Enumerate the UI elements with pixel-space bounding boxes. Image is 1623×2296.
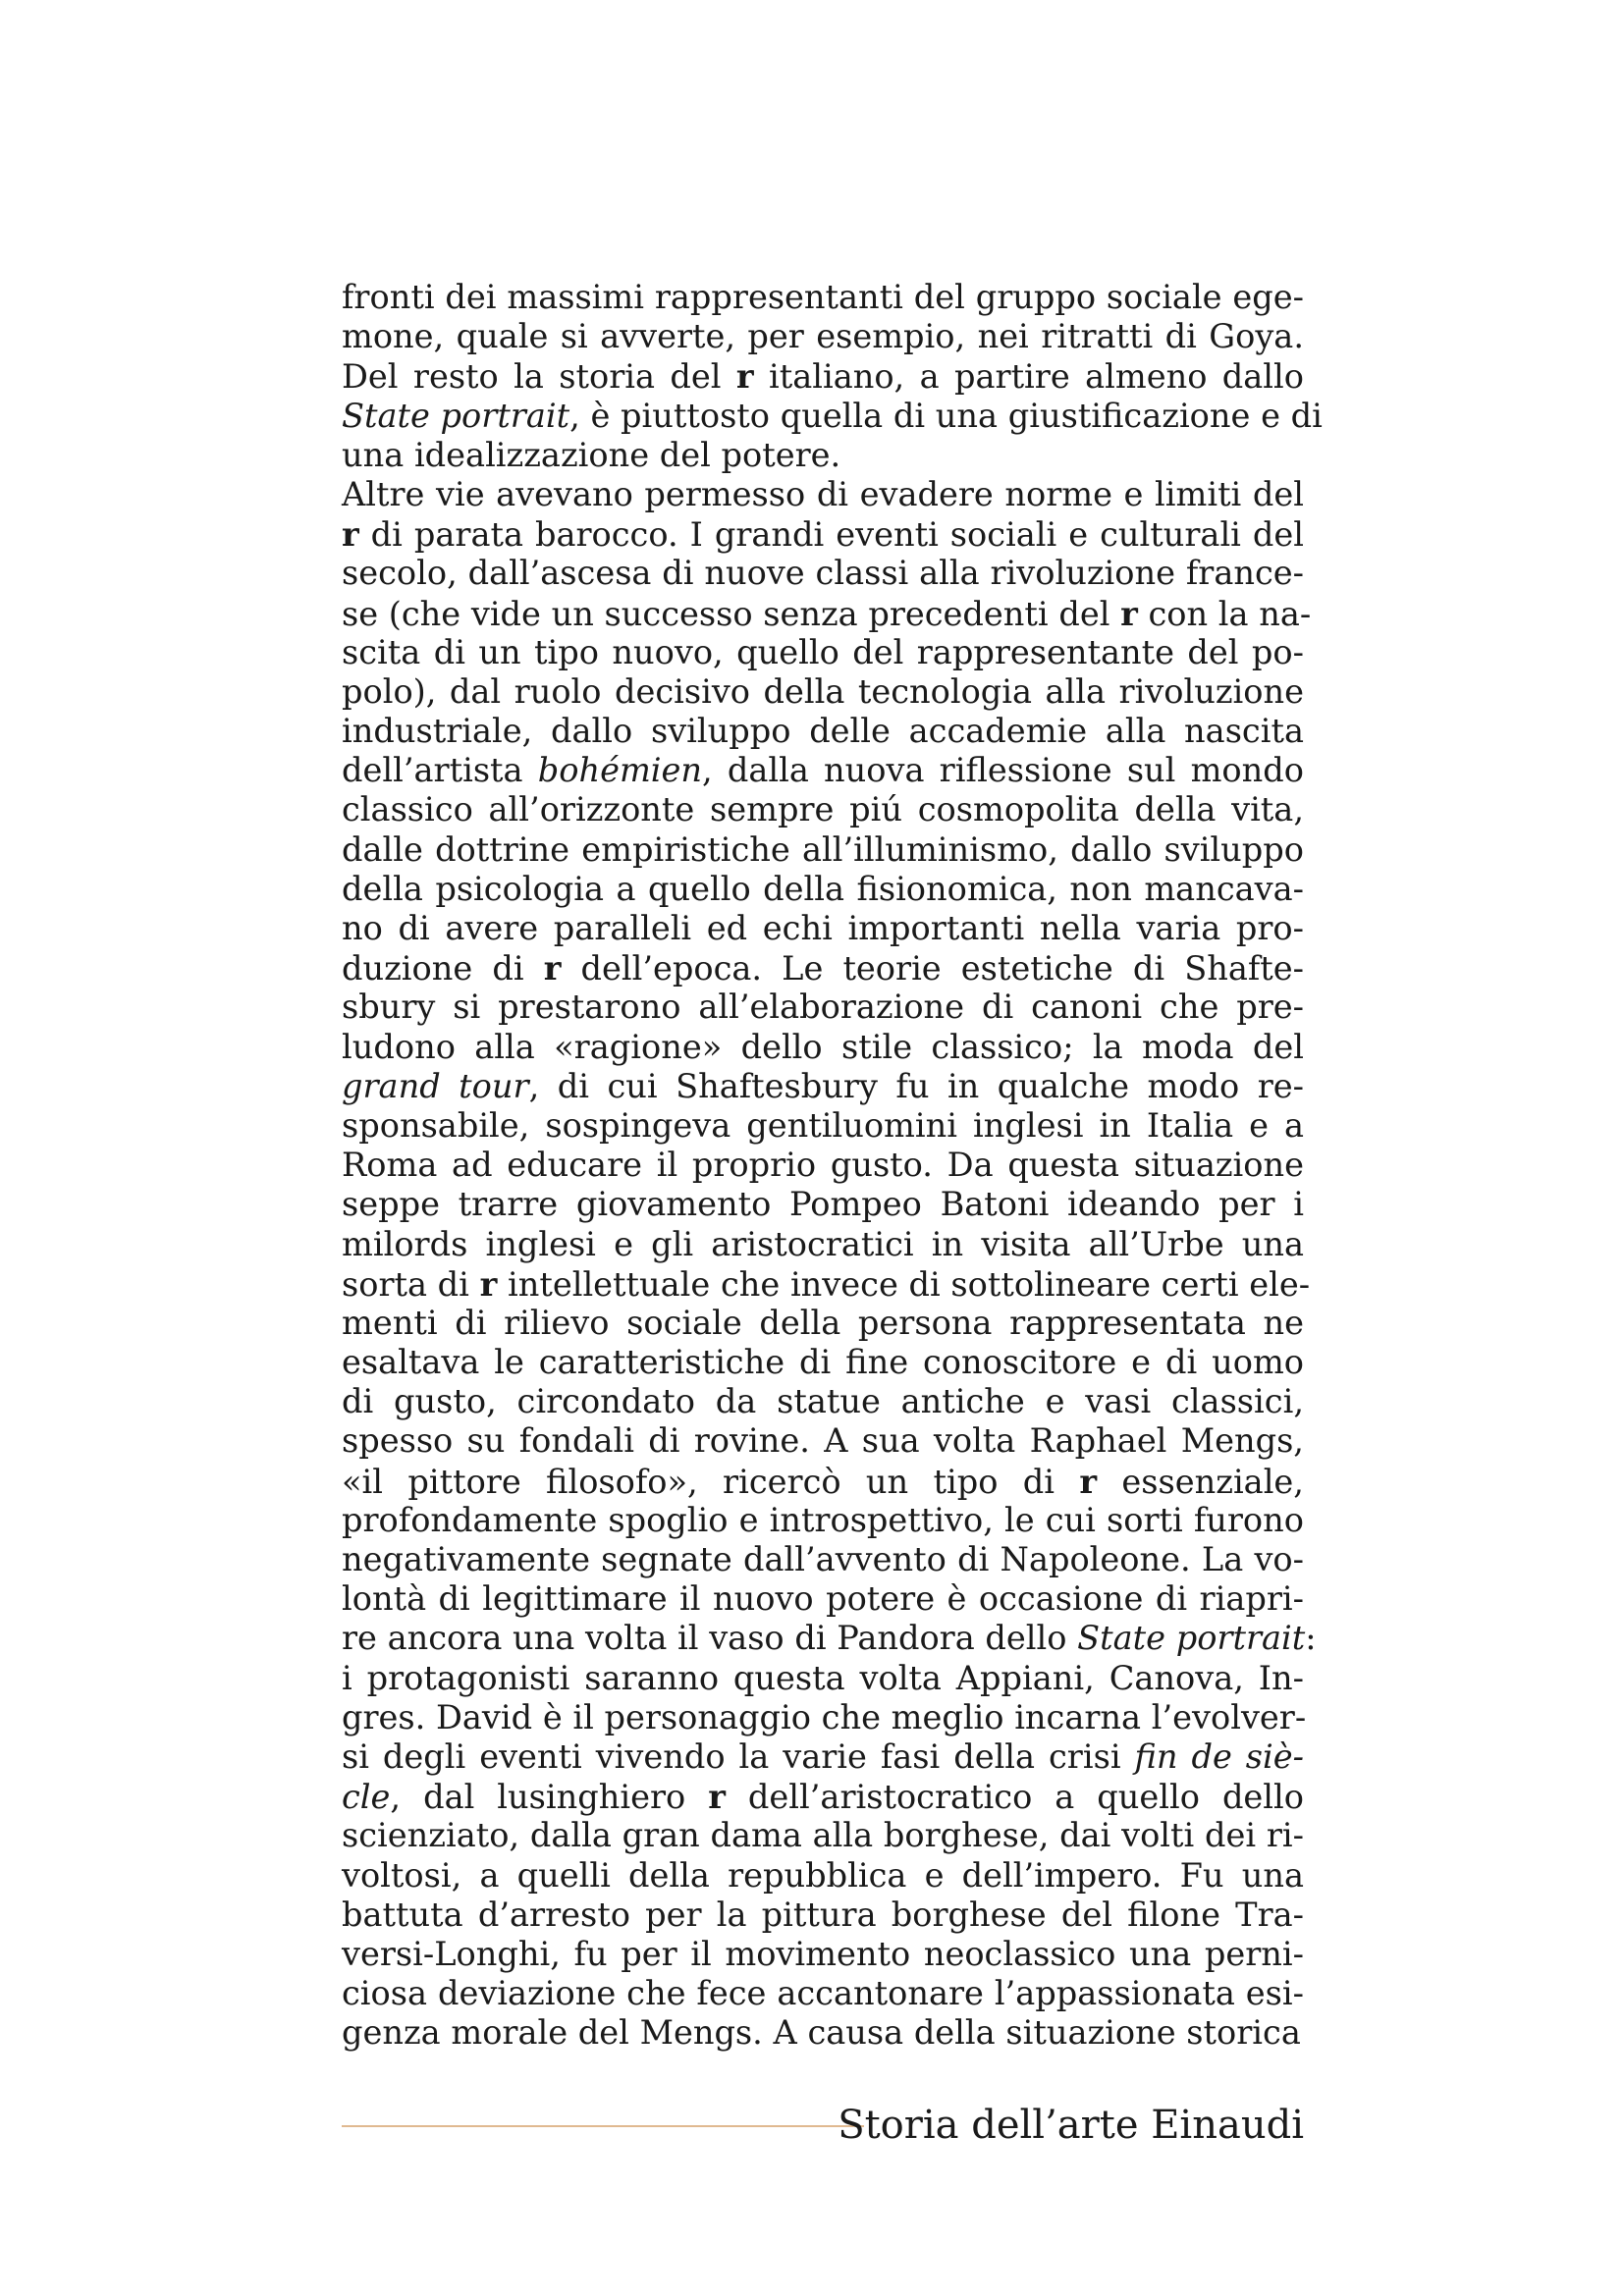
text-line [342, 1146, 1304, 1185]
text-line [342, 1579, 1304, 1619]
italic-term: bohémien [537, 751, 703, 790]
text-line [342, 672, 1304, 712]
text-line [342, 1501, 1304, 1540]
text-line [342, 1343, 1304, 1382]
text-segment: secolo, dall’ascesa di nuove classi alla rivoluzione france- [342, 554, 1304, 593]
text-line [342, 1185, 1304, 1224]
text-line [342, 751, 1304, 790]
text-segment: italiano, a partire almeno dallo [753, 357, 1304, 397]
text-segment: dell’epoca. Le teorie estetiche di Shafte- [561, 949, 1304, 988]
text-segment: fronti dei massimi rappresentanti del gruppo sociale ege- [342, 278, 1304, 316]
text-segment: no di avere paralleli ed echi importanti nella varia pro- [342, 909, 1304, 947]
text-line [342, 1462, 1304, 1501]
text-segment: «il pittore filosofo», ricercò un tipo di [342, 1462, 1080, 1501]
text-segment: menti di rilievo sociale della persona rappresentata ne [342, 1303, 1304, 1342]
page-footer [342, 2096, 1304, 2155]
italic-term: grand tour [342, 1066, 529, 1105]
italic-term: State portrait [1077, 1619, 1306, 1658]
text-line [342, 948, 1304, 988]
text-line [342, 1304, 1304, 1343]
text-line [342, 1697, 1307, 1737]
text-segment: voltosi, a quelli della repubblica e dell’impero. Fu una [342, 1855, 1304, 1895]
text-segment: dalle dottrine empiristiche all’illuminismo, dallo sviluppo [342, 829, 1304, 869]
text-segment: genza morale del Mengs. A causa della situazione storica [342, 2013, 1301, 2053]
text-segment: Roma ad educare il proprio gusto. Da questa situazione [342, 1146, 1304, 1185]
text-line [342, 554, 1304, 593]
text-line [342, 475, 1304, 514]
text-line [342, 1619, 1317, 1658]
text-line [342, 356, 1304, 396]
footer-divider [342, 2125, 864, 2127]
text-line [342, 396, 1323, 436]
text-segment: lontà di legittimare il nuovo potere è occasione di riapri- [342, 1579, 1304, 1619]
text-segment: , dal lusinghiero [390, 1778, 709, 1817]
text-segment: scita di un tipo nuovo, quello del rappresentante del po- [342, 632, 1304, 671]
text-segment: , dalla nuova riflessione sul mondo [702, 751, 1304, 790]
text-line [342, 514, 1304, 554]
text-line [342, 1067, 1304, 1106]
text-segment: intellettuale che invece di sottolineare certi ele- [497, 1264, 1311, 1304]
text-segment: profondamente spoglio e introspettivo, le cui sorti furono [342, 1500, 1304, 1539]
text-line [342, 909, 1304, 948]
text-segment: esaltava le caratteristiche di fine conoscitore e di uomo [342, 1343, 1304, 1382]
text-line [342, 1935, 1304, 1974]
text-segment: di parata barocco. I grandi eventi sociali e culturali del [358, 515, 1304, 555]
text-line [342, 278, 1304, 317]
text-line [342, 1028, 1304, 1067]
text-segment: sponsabile, sospingeva gentiluomini inglesi in Italia e a [342, 1105, 1304, 1145]
text-segment: essenziale, [1097, 1462, 1304, 1501]
text-line [342, 1856, 1304, 1896]
italic-term: fin de siè- [1134, 1736, 1304, 1776]
text-line [342, 1737, 1304, 1777]
text-segment: dell’artista [342, 751, 538, 790]
text-segment: scienziato, dalla gran dama alla borghese, dai volti dei ri- [342, 1816, 1304, 1855]
text-segment: milords inglesi e gli aristocratici in visita all’Urbe una [342, 1224, 1304, 1263]
text-segment: gres. David è il personaggio che meglio incarna l’evolver- [342, 1697, 1307, 1736]
body-text [342, 278, 1323, 2053]
text-segment: una idealizzazione del potere. [342, 435, 841, 474]
text-line [342, 1106, 1304, 1146]
text-segment: Del resto la storia del [342, 357, 736, 397]
text-line [342, 790, 1304, 829]
text-segment: con la na- [1137, 594, 1312, 633]
text-segment: , è piuttosto quella di una giustificazione e di [569, 396, 1323, 435]
text-line [342, 988, 1304, 1027]
text-segment: se (che vide un successo senza precedenti del [342, 594, 1121, 633]
text-line [342, 1263, 1311, 1304]
ritratto-abbreviation: r [479, 1263, 498, 1304]
text-segment: , di cui Shaftesbury fu in qualche modo re- [528, 1066, 1304, 1105]
text-segment: dell’aristocratico a quello dello [725, 1778, 1304, 1817]
text-line [342, 633, 1304, 672]
text-line [342, 1382, 1304, 1421]
text-line [342, 1540, 1304, 1579]
text-segment: duzione di [342, 949, 544, 988]
text-segment: battuta d’arresto per la pittura borghese del filone Tra- [342, 1895, 1304, 1934]
text-line [342, 1816, 1304, 1855]
text-line [342, 436, 1304, 475]
text-line [342, 1659, 1304, 1698]
text-segment: negativamente segnate dall’avvento di Napoleone. La vo- [342, 1540, 1304, 1578]
ritratto-abbreviation: r [735, 356, 754, 397]
text-line [342, 712, 1304, 751]
text-segment: sorta di [342, 1264, 480, 1304]
text-line [342, 1974, 1304, 2013]
text-segment: seppe trarre giovamento Pompeo Batoni ideando per i [342, 1185, 1304, 1224]
footer-title: Storia dell’arte Einaudi [838, 2103, 1304, 2148]
text-line [342, 593, 1312, 633]
text-segment: sbury si prestarono all’elaborazione di canoni che pre- [342, 988, 1304, 1027]
text-segment: i protagonisti saranno questa volta Appiani, Canova, In- [342, 1658, 1304, 1697]
text-segment: versi-Longhi, fu per il movimento neoclassico una perni- [342, 1934, 1304, 1973]
ritratto-abbreviation: r [342, 514, 359, 555]
text-segment: Altre vie avevano permesso di evadere norme e limiti del [342, 474, 1304, 513]
text-segment: polo), dal ruolo decisivo della tecnologia alla rivoluzione [342, 671, 1304, 711]
text-segment: ludono alla «ragione» dello stile classico; la moda del [342, 1027, 1304, 1066]
text-segment: mone, quale si avverte, per esempio, nei ritratti di Goya. [342, 317, 1304, 356]
text-line [342, 317, 1304, 356]
text-segment: si degli eventi vivendo la varie fasi della crisi [342, 1736, 1135, 1776]
text-segment: : [1305, 1619, 1317, 1658]
text-segment: classico all’orizzonte sempre piú cosmopolita della vita, [342, 790, 1304, 829]
text-segment: ciosa deviazione che fece accantonare l’appassionata esi- [342, 1974, 1304, 2013]
italic-term: cle [342, 1778, 391, 1817]
text-line [342, 1777, 1304, 1816]
text-segment: spesso su fondali di rovine. A sua volta Raphael Mengs, [342, 1421, 1304, 1461]
text-segment: re ancora una volta il vaso di Pandora dello [342, 1619, 1078, 1658]
text-segment: della psicologia a quello della fisionomica, non mancava- [342, 869, 1304, 908]
ritratto-abbreviation: r [1079, 1461, 1098, 1501]
text-line [342, 870, 1304, 909]
text-segment: di gusto, circondato da statue antiche e vasi classici, [342, 1382, 1304, 1421]
text-line [342, 2013, 1304, 2053]
text-line [342, 1896, 1304, 1935]
ritratto-abbreviation: r [1120, 593, 1138, 633]
ritratto-abbreviation: r [543, 948, 562, 988]
italic-term: State portrait [342, 396, 570, 435]
text-line [342, 1225, 1304, 1264]
text-line [342, 1421, 1304, 1461]
text-segment: industriale, dallo sviluppo delle accademie alla nascita [342, 712, 1304, 751]
text-line [342, 830, 1304, 870]
ritratto-abbreviation: r [708, 1777, 726, 1817]
